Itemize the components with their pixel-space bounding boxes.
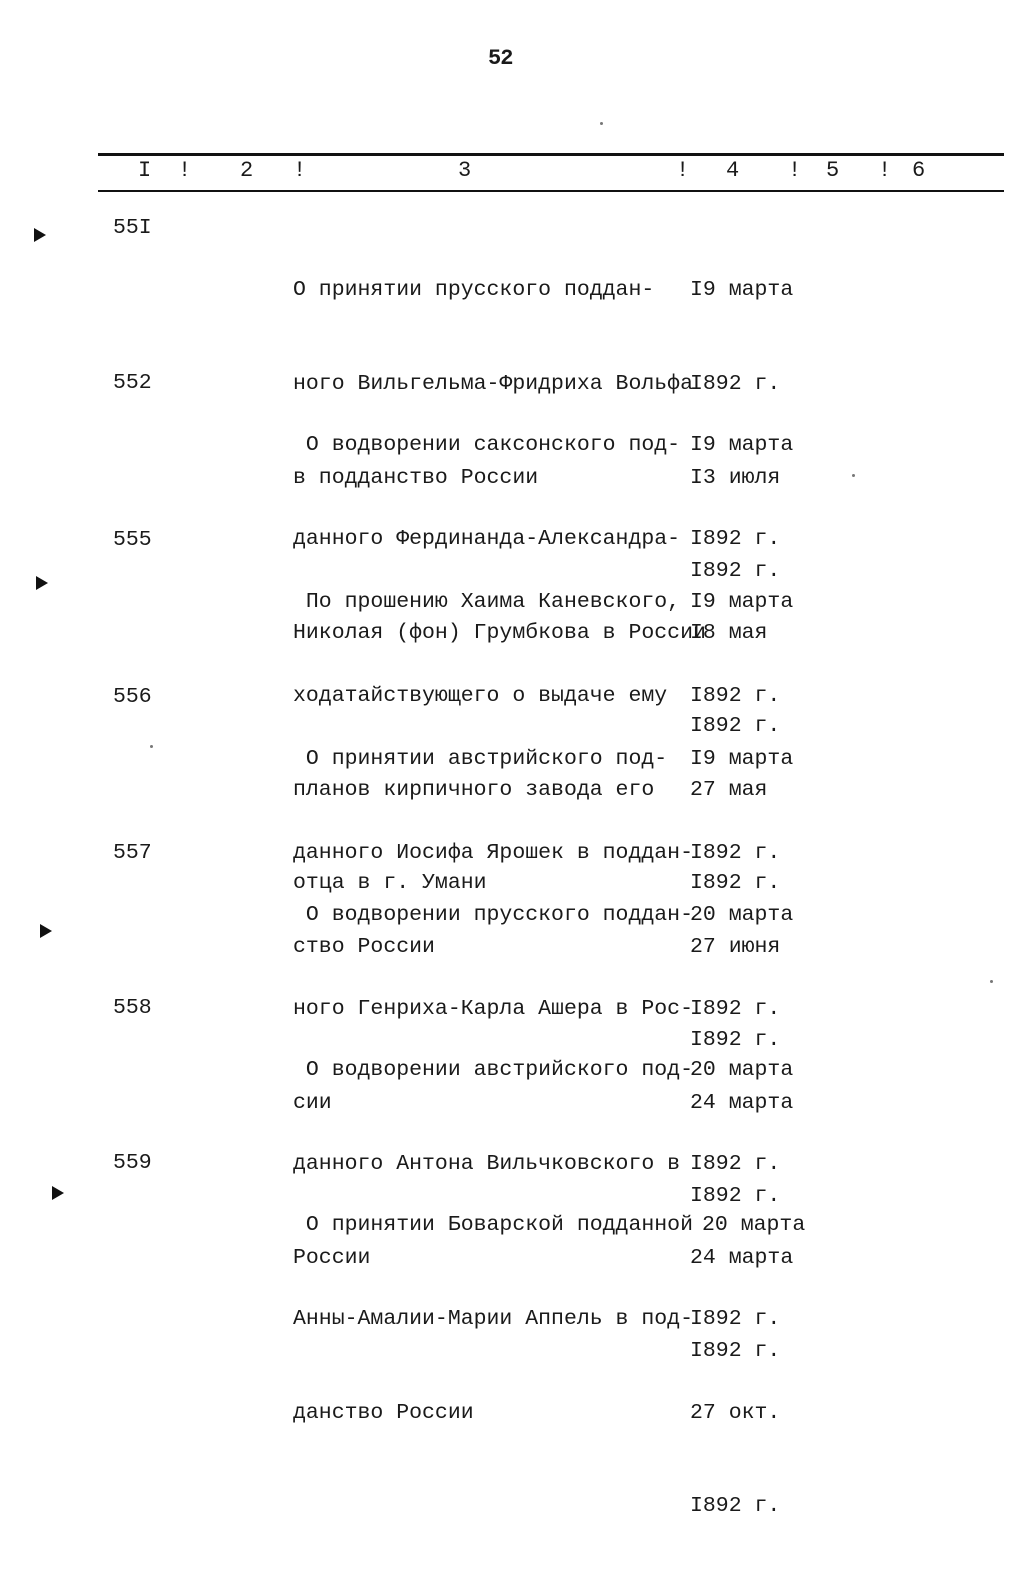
column-separator: ! [878,158,892,183]
title-line: ство России [293,934,435,959]
scan-speck [852,474,855,477]
title-line: Николая (фон) Грумбкова в России [293,620,706,645]
record-title [293,1148,693,1491]
start-date: 20 марта [690,1058,794,1083]
binding-mark-icon [52,1186,64,1200]
column-header-1: I [138,158,152,183]
start-year: I892 г. [690,1152,781,1176]
title-line: данного Антона Вильчковского в [293,1152,681,1176]
scan-speck [600,122,603,125]
title-line: данство России [293,1400,474,1425]
record-number: 552 [113,371,152,395]
end-year: I892 г. [690,714,781,739]
start-date: I9 марта [690,278,794,303]
title-line: О водворении австрийского под- [293,1058,693,1083]
column-separator: ! [676,158,690,183]
end-year: I892 г. [690,1184,781,1209]
title-line: ного Генриха-Карла Ашера в Рос- [293,997,693,1021]
title-line: ного Вильгельма-Фридриха Вольфа [293,372,693,396]
start-year: I892 г. [690,372,781,396]
column-header-3: 3 [458,158,472,183]
start-date: 20 марта [690,903,794,928]
title-line: данного Иосифа Ярошек в поддан- [293,841,693,865]
start-year: I892 г. [690,1307,781,1331]
title-line: О принятии австрийского под- [293,747,668,772]
binding-mark-icon [40,924,52,938]
record-number: 558 [113,996,152,1020]
scan-speck [150,745,153,748]
end-date: 27 июня [690,934,781,959]
title-line: России [293,1245,371,1270]
record-dates [690,1148,805,1585]
start-year: I892 г. [690,684,781,708]
end-date: 24 марта [690,1090,794,1115]
end-date: 24 марта [690,1245,794,1270]
record-number: 556 [113,685,152,709]
binding-mark-icon [34,228,46,242]
column-separator: ! [788,158,802,183]
start-date: 20 марта [702,1213,806,1238]
start-date: I9 марта [690,590,794,615]
title-line: Анны-Амалии-Марии Аппель в под- [293,1307,693,1331]
title-line: данного Фердинанда-Александра- [293,527,681,551]
column-header-5: 5 [826,158,840,183]
scan-speck [990,980,993,983]
title-line: По прошению Хаима Каневского, [293,590,681,615]
end-date: 27 окт. [690,1400,781,1425]
end-year: I892 г. [690,871,781,896]
end-date: I3 июля [690,465,781,490]
start-date: I9 марта [690,433,794,458]
binding-mark-icon [36,576,48,590]
column-separator: ! [178,158,192,183]
title-line: О водворении прусского поддан- [293,903,693,928]
header-bottom-rule [98,190,1004,192]
end-year: I892 г. [690,1494,781,1519]
end-date: I8 мая [690,620,768,645]
start-year: I892 г. [690,527,781,551]
record-number: 555 [113,528,152,552]
page-number: 52 [488,46,513,71]
end-date: 27 мая [690,777,768,802]
record-number: 55I [113,216,152,240]
column-separator: ! [293,158,307,183]
column-header [0,158,1024,188]
start-year: I892 г. [690,997,781,1021]
end-year: I892 г. [690,1028,781,1053]
header-top-rule [98,153,1004,156]
title-line: О водворении саксонского под- [293,433,681,458]
end-year: I892 г. [690,1339,781,1364]
start-year: I892 г. [690,841,781,865]
record-number: 559 [113,1151,152,1175]
column-header-6: 6 [912,158,926,183]
title-line: сии [293,1090,332,1115]
end-year: I892 г. [690,559,781,584]
title-line: ходатайствующего о выдаче ему [293,684,668,708]
title-line: О принятии Боварской подданной [293,1213,693,1238]
record-number: 557 [113,841,152,865]
column-header-4: 4 [726,158,740,183]
title-line: планов кирпичного завода его [293,777,655,802]
column-header-2: 2 [240,158,254,183]
title-line: О принятии прусского поддан- [293,278,655,303]
title-line: в подданство России [293,465,539,490]
title-line: отца в г. Умани [293,871,487,896]
start-date: I9 марта [690,747,794,772]
